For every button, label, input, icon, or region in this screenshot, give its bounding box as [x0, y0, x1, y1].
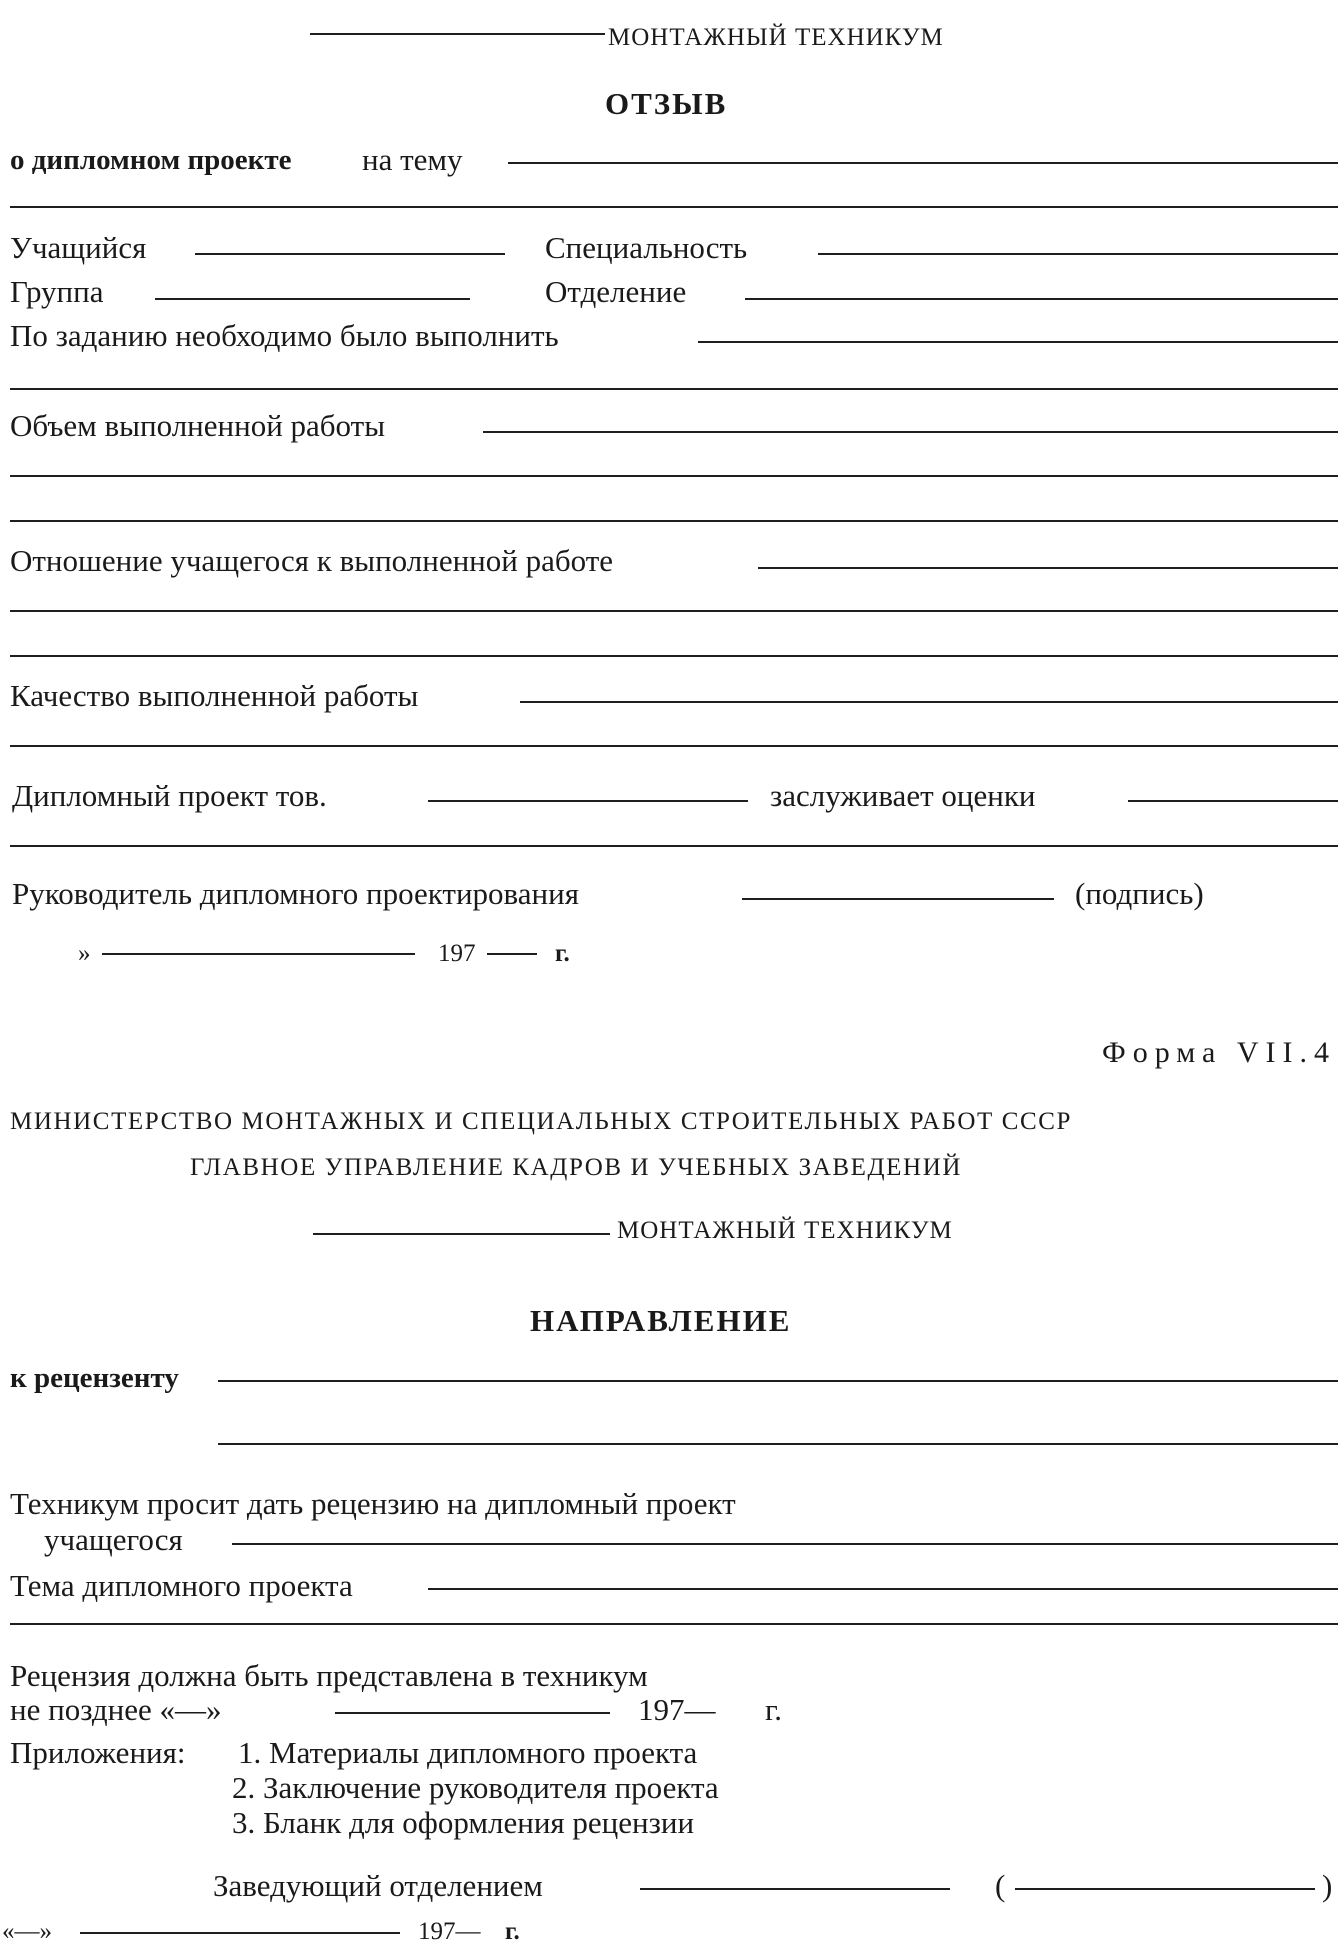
volume-field-2[interactable] [10, 475, 1338, 477]
reviewer-field-2[interactable] [218, 1443, 1338, 1445]
volume-field[interactable] [483, 431, 1338, 433]
assignment-field-2[interactable] [10, 388, 1338, 390]
date-quotes-2: «—» [2, 1918, 52, 1945]
volume-label: Объем выполненной работы [10, 408, 386, 443]
comrade-name-field[interactable] [428, 800, 748, 802]
date-year-field[interactable] [487, 953, 537, 955]
topic-field-2[interactable] [10, 206, 1338, 208]
student-label: Учащийся [10, 230, 147, 265]
school-name-1: МОНТАЖНЫЙ ТЕХНИКУМ [608, 24, 944, 51]
date-month-field[interactable] [102, 953, 415, 955]
date-quote: » [78, 940, 91, 967]
attitude-field-3[interactable] [10, 655, 1338, 657]
group-label: Группа [10, 274, 104, 309]
attitude-label: Отношение учащегося к выполненной работе [10, 543, 614, 578]
to-reviewer-label: к рецензенту [10, 1362, 179, 1394]
form1-title: ОТЗЫВ [605, 86, 728, 121]
request-line-2: учащегося [44, 1522, 183, 1557]
topic-field[interactable] [508, 162, 1338, 164]
project-topic-field[interactable] [428, 1588, 1338, 1590]
ministry-name: МИНИСТЕРСТВО МОНТАЖНЫХ И СПЕЦИАЛЬНЫХ СТРОИТЕЛЬНЫХ РАБОТ СССР [10, 1108, 1073, 1135]
deadline-suffix: г. [765, 1692, 782, 1727]
attitude-field[interactable] [758, 567, 1338, 569]
grade-field[interactable] [1128, 800, 1338, 802]
quality-field-2[interactable] [10, 745, 1338, 747]
assignment-field[interactable] [698, 341, 1338, 343]
specialty-label: Специальность [545, 230, 748, 265]
school-name-blank-2[interactable] [313, 1233, 610, 1235]
paren-close: ) [1322, 1868, 1333, 1903]
head-signature-field[interactable] [640, 1888, 950, 1890]
date-year: 197 [438, 940, 476, 967]
date-month-field-2[interactable] [80, 1932, 400, 1934]
date-suffix-2: г. [505, 1918, 520, 1945]
supervisor-signature-field[interactable] [742, 898, 1054, 900]
attitude-field-2[interactable] [10, 610, 1338, 612]
department-label: Отделение [545, 274, 687, 309]
head-of-department-label: Заведующий отделением [213, 1868, 543, 1903]
signature-label: (подпись) [1075, 876, 1204, 911]
topic-label-bold: о дипломном проекте [10, 144, 292, 176]
student-name-field[interactable] [232, 1543, 1338, 1545]
attachment-item-3: 3. Бланк для оформления рецензии [232, 1805, 695, 1840]
project-comrade-label: Дипломный проект тов. [12, 778, 327, 813]
form-number-label: Форма VII.4 [1102, 1036, 1336, 1069]
project-topic-label: Тема дипломного проекта [10, 1568, 353, 1603]
form2-title: НАПРАВЛЕНИЕ [530, 1303, 792, 1338]
directorate-name: ГЛАВНОЕ УПРАВЛЕНИЕ КАДРОВ И УЧЕБНЫХ ЗАВЕДЕНИЙ [190, 1154, 962, 1181]
school-name-2: МОНТАЖНЫЙ ТЕХНИКУМ [617, 1217, 953, 1244]
request-line-1: Техникум просит дать рецензию на дипломный проект [10, 1486, 736, 1521]
attachments-label: Приложения: [10, 1735, 186, 1770]
school-name-blank[interactable] [310, 33, 605, 35]
deadline-month-field[interactable] [335, 1712, 610, 1714]
quality-label: Качество выполненной работы [10, 678, 419, 713]
project-topic-field-2[interactable] [10, 1623, 1338, 1625]
student-field[interactable] [195, 253, 505, 255]
topic-label-rest: на тему [362, 142, 463, 177]
date-year-2: 197— [418, 1918, 481, 1945]
attachment-item-2: 2. Заключение руководителя проекта [232, 1770, 719, 1805]
deadline-line-2: не позднее «—» [10, 1692, 222, 1727]
supervisor-label: Руководитель дипломного проектирования [12, 876, 579, 911]
attachment-item-1: 1. Материалы дипломного проекта [238, 1735, 698, 1770]
date-suffix: г. [555, 940, 570, 967]
reviewer-field[interactable] [218, 1380, 1338, 1382]
group-field[interactable] [155, 298, 470, 300]
deserves-grade-label: заслуживает оценки [770, 778, 1036, 813]
specialty-field[interactable] [818, 253, 1338, 255]
quality-field[interactable] [520, 701, 1338, 703]
department-field[interactable] [745, 298, 1338, 300]
paren-open: ( [995, 1868, 1006, 1903]
assignment-label: По заданию необходимо было выполнить [10, 318, 559, 353]
deadline-line-1: Рецензия должна быть представлена в техникум [10, 1658, 648, 1693]
deadline-year: 197— [638, 1692, 716, 1727]
grade-field-2[interactable] [10, 845, 1338, 847]
volume-field-3[interactable] [10, 520, 1338, 522]
head-name-field[interactable] [1015, 1888, 1315, 1890]
